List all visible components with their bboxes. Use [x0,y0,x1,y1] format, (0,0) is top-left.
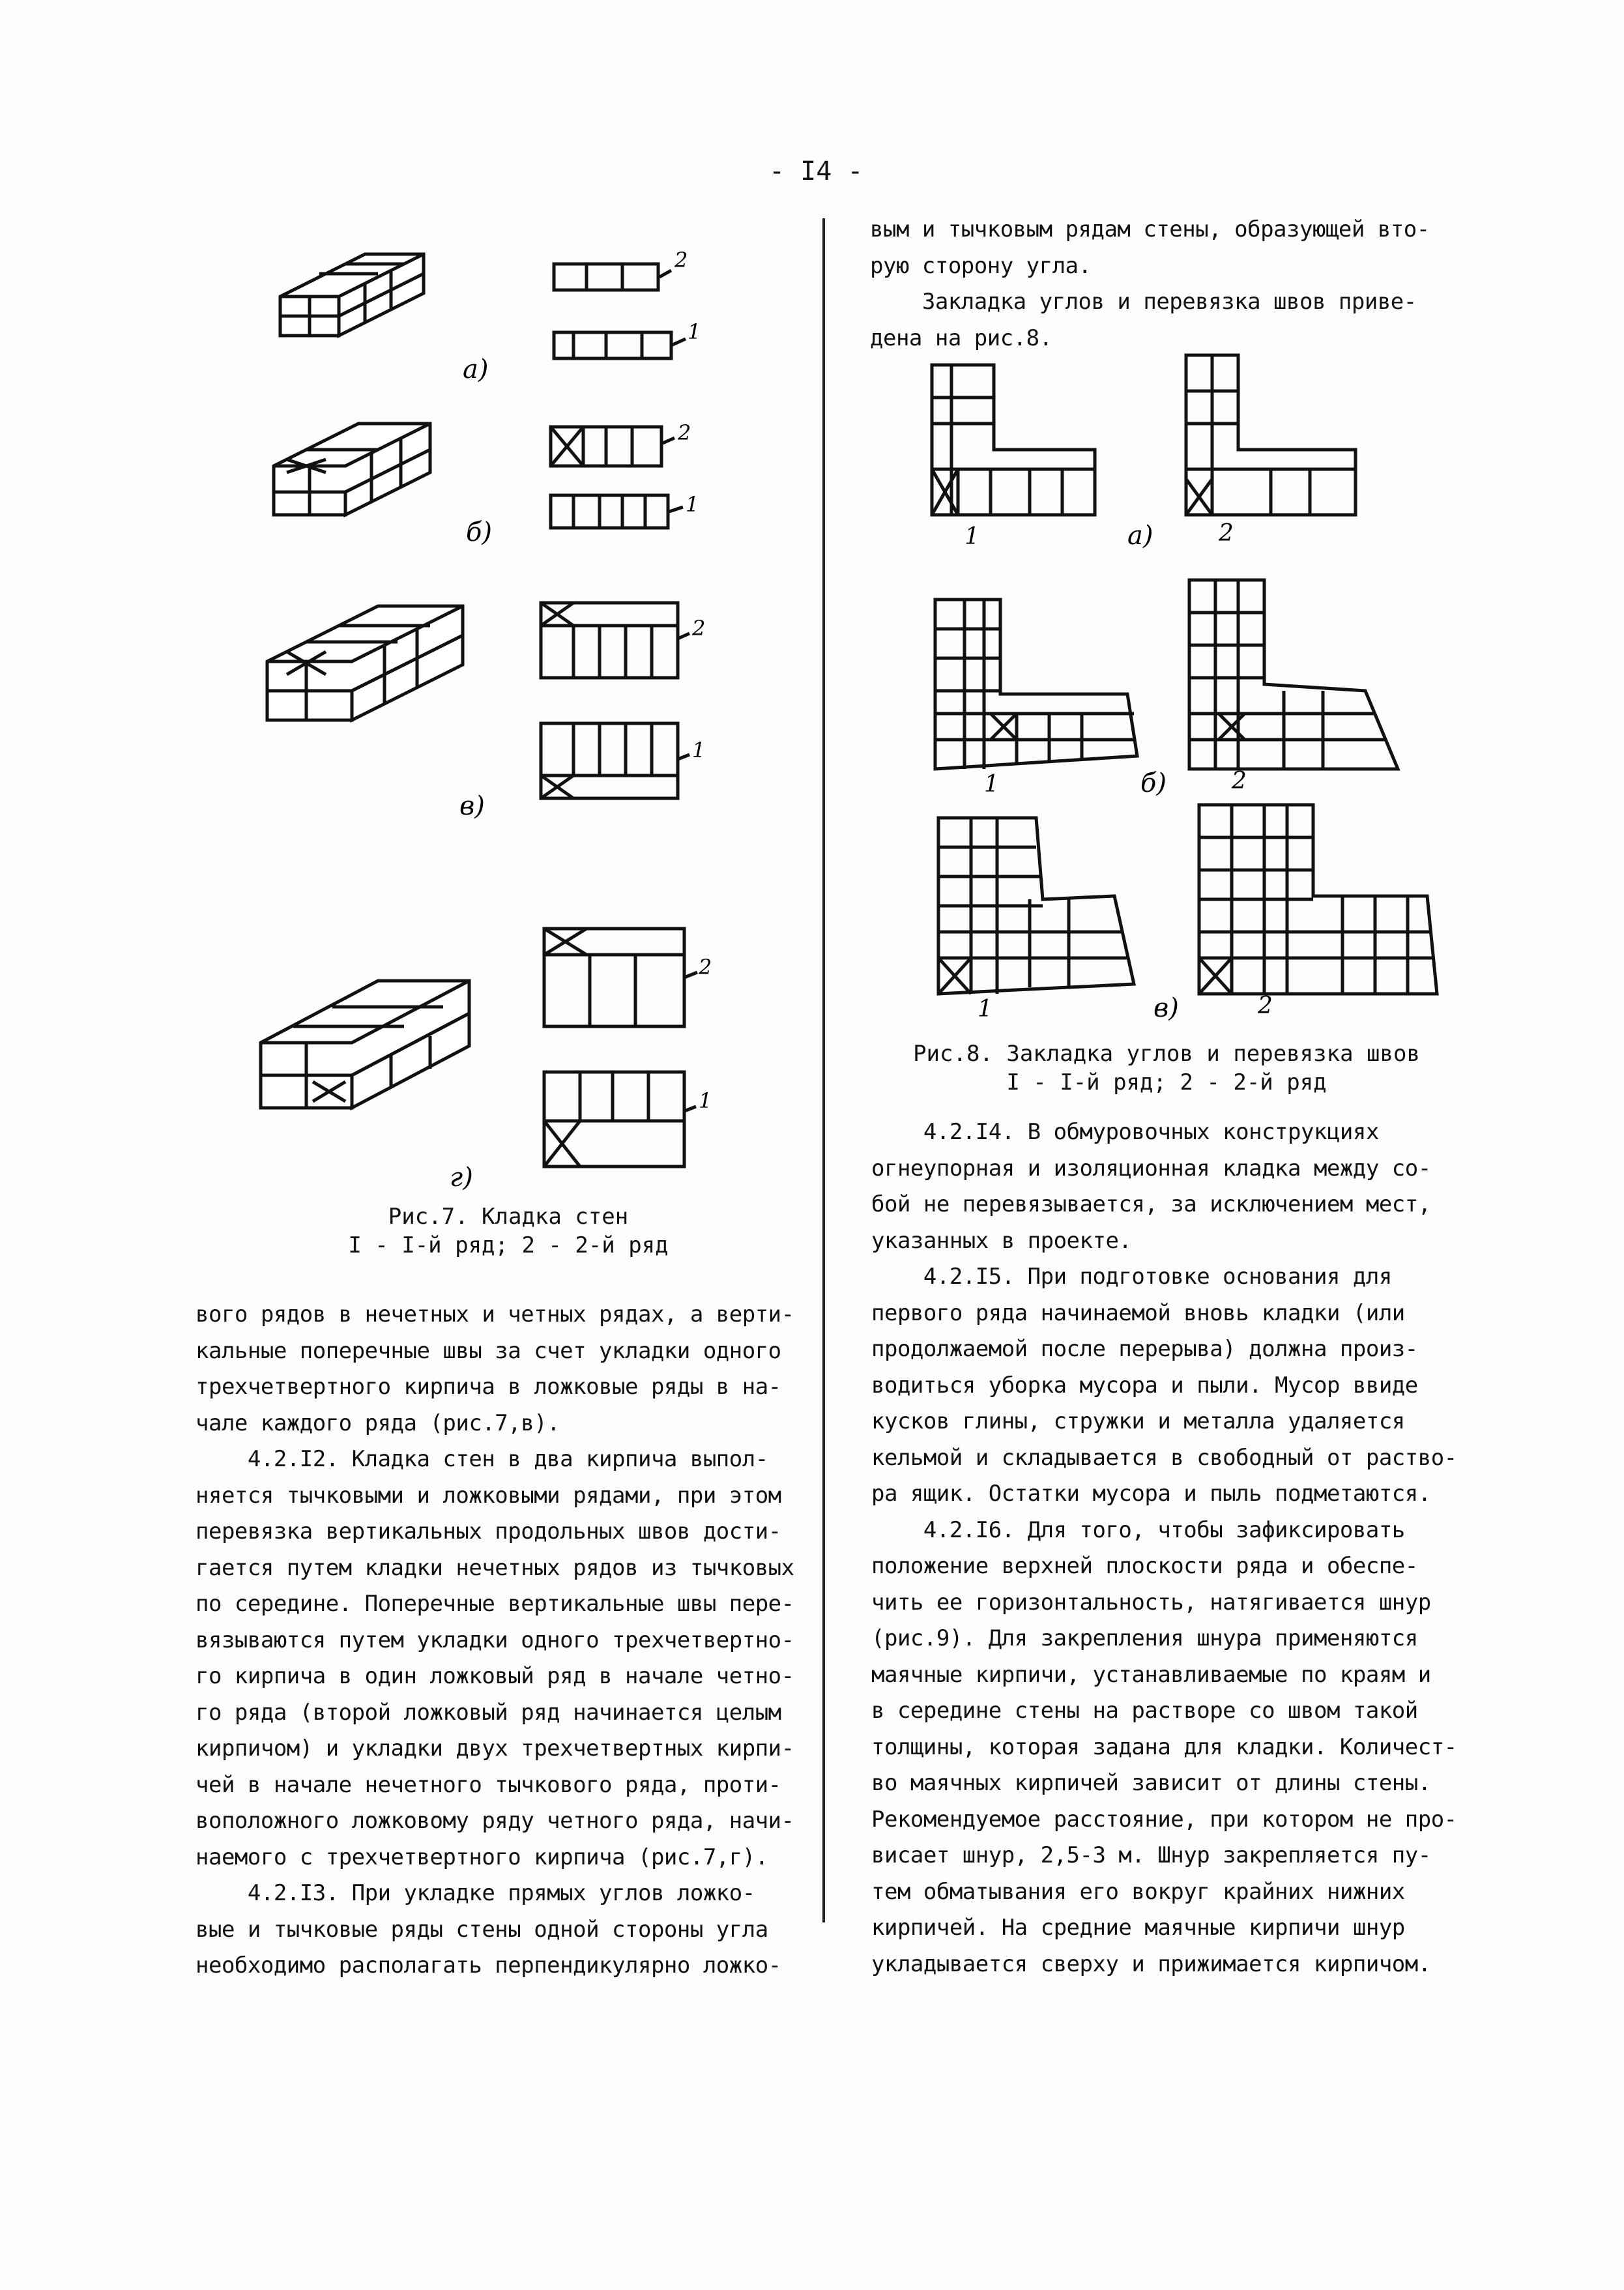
svg-text:2: 2 [692,616,706,641]
svg-text:1: 1 [699,1088,712,1113]
text-line: 4.2.I3. При укладке прямых углов ложко- [196,1880,755,1906]
text-line: огнеупорная и изоляционная кладка между со- [871,1155,1431,1181]
svg-text:2: 2 [1258,993,1273,1019]
text-line: по середине. Поперечные вертикальные швы пере- [196,1591,794,1617]
text-line: кирпичом) и укладки двух трехчетвертных кирпи- [196,1735,794,1761]
fig8-panel-a-label: а) [1127,521,1153,551]
text-line: маячные кирпичи, устанавливаемые по краям и [871,1661,1431,1688]
text-line: необходимо располагать перпендикулярно ложко- [196,1952,781,1978]
text-line: вым и тычковым рядам стены, образующей вто- [870,216,1430,242]
text-line: Закладка углов и перевязка швов приве- [870,289,1417,315]
text-line: рую сторону угла. [870,252,1092,279]
text-line: трехчетвертного кирпича в ложковые ряды в на- [196,1374,781,1400]
svg-text:1: 1 [978,996,993,1022]
text-line: 4.2.I4. В обмуровочных конструкциях [871,1119,1379,1145]
text-line: чале каждого ряда (рис.7,в). [196,1410,560,1436]
text-line: чить ее горизонтальность, натягивается шнур [871,1589,1431,1616]
text-line: перевязка вертикальных продольных швов дости- [196,1518,781,1544]
text-line: вого рядов в нечетных и четных рядах, а верти- [196,1301,794,1327]
text-line: кирпичей. На средние маячные кирпичи шнур [871,1915,1405,1941]
text-line: в середине стены на растворе со швом такой [871,1698,1418,1724]
text-line: го ряда (второй ложковый ряд начинается целым [196,1699,781,1726]
text-line: во маячных кирпичей зависит от длины стены. [871,1770,1431,1796]
figure-8-caption-legend: I - I-й ряд; 2 - 2-й ряд [1006,1069,1327,1095]
text-line: Рекомендуемое расстояние, при котором не про- [871,1806,1457,1833]
svg-text:1: 1 [688,319,701,344]
svg-text:1: 1 [686,492,699,517]
text-line: кельмой и складывается в свободный от раство- [871,1444,1457,1471]
svg-text:2: 2 [1219,520,1234,547]
fig7-panel-d-label: г) [450,1163,473,1193]
text-line: укладывается сверху и прижимается кирпичом. [871,1950,1431,1977]
text-line: кусков глины, стружки и металла удаляется [871,1408,1405,1434]
text-line: вые и тычковые ряды стены одной стороны угла [196,1916,768,1943]
text-line: гается путем кладки нечетных рядов из тычковых [196,1554,794,1581]
svg-text:1: 1 [964,523,979,550]
page-number: - I4 - [769,156,863,186]
figure-8-caption [886,1039,1447,1097]
text-line: дена на рис.8. [870,325,1052,351]
text-line: положение верхней плоскости ряда и обеспе- [871,1553,1418,1579]
svg-text:1: 1 [984,771,999,798]
text-line: тем обматывания его вокруг крайних нижних [871,1878,1405,1905]
left-column-text [196,1297,794,1984]
figure-7-caption-title: Рис.7. Кладка стен [388,1204,629,1230]
text-line: ра ящик. Остатки мусора и пыль подметаются. [871,1481,1431,1507]
fig8b-corner-row1 [935,600,1137,769]
fig8b-corner-row2 [1189,580,1398,769]
text-line: кальные поперечные швы за счет укладки одного [196,1337,781,1364]
fig8a-corner-row1 [932,365,1095,515]
text-line: воположного ложковому ряду четного ряда, начи- [196,1808,794,1834]
text-line: (рис.9). Для закрепления шнура применяются [871,1625,1418,1651]
fig7-panel-a-label: а) [463,355,489,384]
text-line: указанных в проекте. [871,1227,1132,1254]
text-line: первого ряда начинаемой вновь кладки (или [871,1299,1405,1326]
text-line: наемого с трехчетвертного кирпича (рис.7,г). [196,1844,768,1870]
fig8a-corner-row2 [1186,355,1356,515]
right-column-text [871,1114,1457,1982]
fig8c-corner-row2 [1199,805,1437,994]
text-line: 4.2.I6. Для того, чтобы зафиксировать [871,1516,1405,1543]
fig8-panel-c-label: в) [1153,993,1179,1023]
text-line: толщины, которая задана для кладки. Количест- [871,1733,1457,1760]
text-line: чей в начале нечетного тычкового ряда, проти- [196,1771,781,1798]
text-line: го кирпича в один ложковый ряд в начале четно- [196,1663,794,1689]
figure-7-caption-legend: I - I-й ряд; 2 - 2-й ряд [348,1232,669,1258]
fig8-panel-b-label: б) [1140,768,1167,798]
svg-text:1: 1 [692,738,706,762]
text-line: 4.2.I2. Кладка стен в два кирпича выпол- [196,1446,768,1472]
text-line: вязываются путем укладки одного трехчетвертно- [196,1627,794,1653]
fig8c-corner-row1 [938,818,1134,994]
text-line: висает шнур, 2,5-3 м. Шнур закрепляется пу- [871,1842,1431,1868]
text-line: няется тычковыми и ложковыми рядами, при этом [196,1482,781,1509]
svg-text:2: 2 [1232,768,1247,794]
text-line: бой не перевязывается, за исключением мест, [871,1191,1431,1217]
figure-8-caption-title: Рис.8. Закладка углов и перевязка швов [913,1041,1420,1067]
fig7-panel-b-label: б) [466,517,493,547]
fig7-panel-c-label: в) [459,791,485,821]
text-line: 4.2.I5. При подготовке основания для [871,1264,1392,1290]
svg-text:2: 2 [678,420,691,445]
text-line: продолжаемой после перерыва) должна произ- [871,1336,1418,1362]
svg-text:2: 2 [699,955,712,979]
text-line: водиться уборка мусора и пыли. Мусор ввиде [871,1372,1418,1399]
svg-text:2: 2 [674,248,688,272]
